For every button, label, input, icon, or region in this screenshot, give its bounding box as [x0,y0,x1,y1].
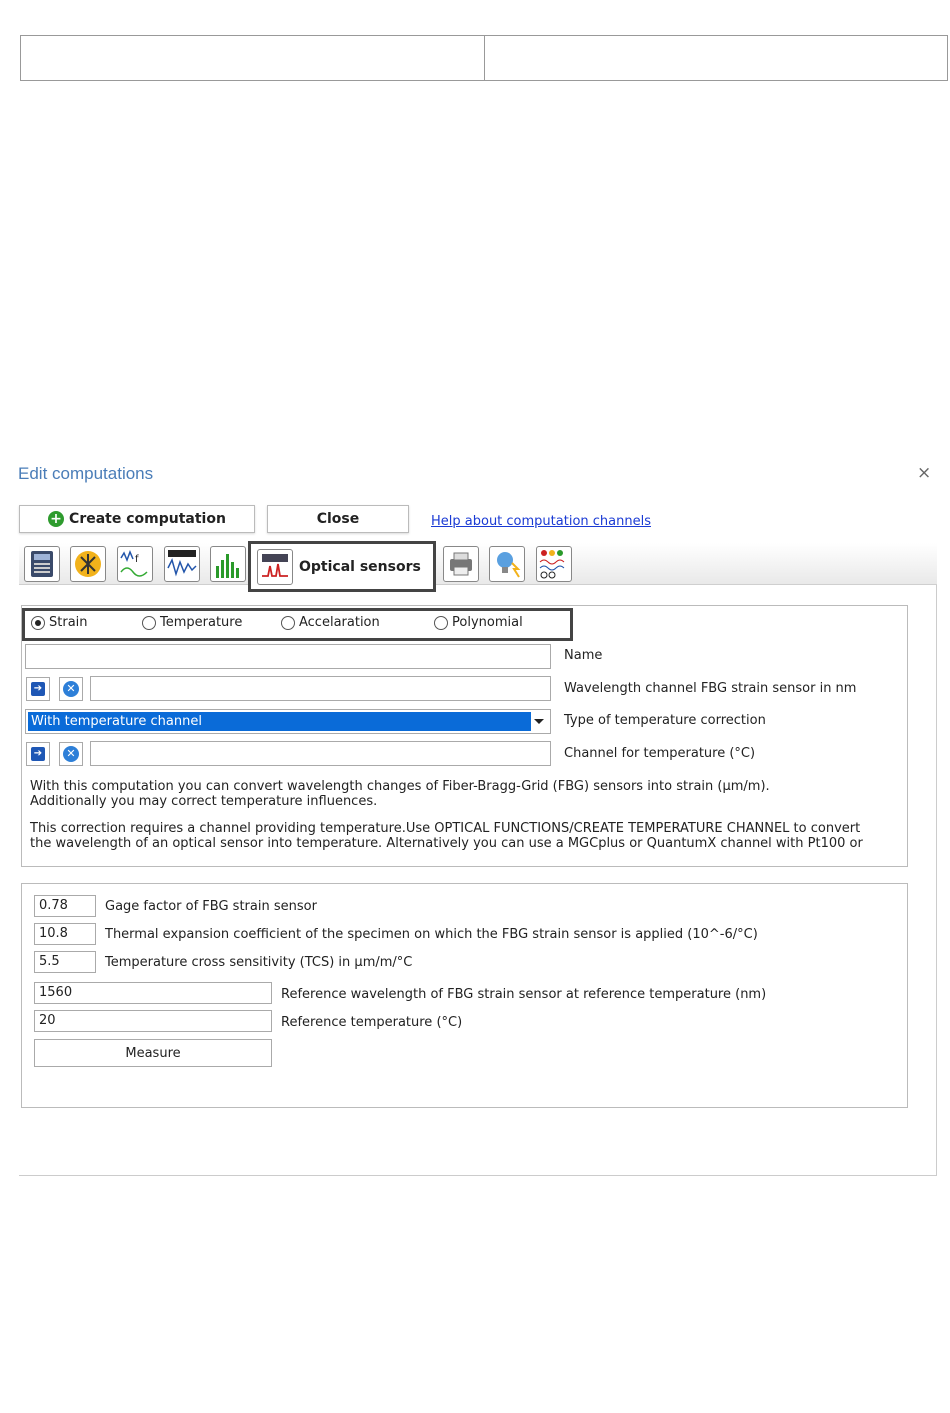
delete-icon: ✕ [63,681,79,697]
tab-optical-sensors-label: Optical sensors [299,558,421,575]
selected-value: With temperature channel [28,712,531,731]
radio-polynomial-indicator [434,616,448,630]
radio-acceleration-indicator [281,616,295,630]
radio-temperature-indicator [142,616,156,630]
plus-icon: + [48,511,64,527]
description-line: With this computation you can convert wavelength changes of Fiber-Bragg-Grid (FBG) sensors into strain (µm/m). [30,779,770,794]
create-computation-label: Create computation [69,511,226,527]
radio-acceleration-label: Accelaration [299,615,380,630]
empty-table [20,35,948,81]
optical-sensors-icon [257,549,293,585]
description-line: the wavelength of an optical sensor into temperature. Alternatively you can use a MGCplus or QuantumX channel with Pt100 or [30,836,863,851]
radio-strain-label: Strain [49,615,88,630]
assign-temp-channel-button[interactable] [26,742,50,766]
table-cell [21,36,484,80]
sensor-icon[interactable] [70,546,106,582]
reference-temperature-label: Reference temperature (°C) [281,1015,463,1030]
table-cell [484,36,948,80]
signal-analysis-icon[interactable] [164,546,200,582]
radio-strain[interactable] [31,615,88,630]
description-line: This correction requires a channel providing temperature.Use OPTICAL FUNCTIONS/CREATE TEMPERATURE CHANNEL to convert [30,821,861,836]
help-link[interactable]: Help about computation channels [431,514,651,529]
delete-icon: ✕ [63,746,79,762]
arrow-right-icon: ➔ [31,682,45,696]
lightbulb-icon[interactable] [489,546,525,582]
temperature-channel-label: Channel for temperature (°C) [564,746,756,761]
measure-button[interactable]: Measure [34,1039,272,1067]
gage-factor-label: Gage factor of FBG strain sensor [105,899,317,914]
radio-strain-indicator [31,616,45,630]
assign-channel-button[interactable] [26,677,50,701]
chevron-down-icon[interactable] [530,712,548,731]
name-label: Name [564,648,603,663]
reference-wavelength-input[interactable]: 1560 [34,982,272,1004]
reference-temperature-input[interactable]: 20 [34,1010,272,1032]
reference-wavelength-label: Reference wavelength of FBG strain sensor at reference temperature (nm) [281,987,767,1002]
close-icon[interactable]: × [917,463,932,483]
wavelength-channel-label: Wavelength channel FBG strain sensor in nm [564,681,857,696]
radio-temperature-label: Temperature [160,615,243,630]
name-input[interactable] [25,644,551,669]
temperature-channel-input[interactable] [90,741,551,766]
radio-polynomial-label: Polynomial [452,615,523,630]
dialog-title: Edit computations [18,464,154,483]
signal-generator-icon[interactable] [536,546,572,582]
temperature-correction-select[interactable] [25,709,551,734]
gage-factor-input[interactable]: 0.78 [34,895,96,917]
thermal-expansion-input[interactable]: 10.8 [34,923,96,945]
waveform-fg-icon[interactable] [117,546,153,582]
tcs-label: Temperature cross sensitivity (TCS) in µm/m/°C [105,955,413,970]
create-computation-button[interactable] [19,505,255,533]
temperature-correction-label: Type of temperature correction [564,713,766,728]
arrow-right-icon: ➔ [31,747,45,761]
svg-text:f: f [135,554,139,565]
clear-channel-button[interactable] [59,677,83,701]
wavelength-channel-input[interactable] [90,676,551,701]
clear-temp-channel-button[interactable] [59,742,83,766]
radio-polynomial[interactable] [434,615,523,630]
close-button[interactable]: Close [267,505,409,533]
thermal-expansion-label: Thermal expansion coefficient of the specimen on which the FBG strain sensor is applied (10^-6/°C) [105,927,758,942]
description-line: Additionally you may correct temperature influences. [30,794,378,809]
radio-acceleration[interactable] [281,615,380,630]
tcs-input[interactable]: 5.5 [34,951,96,973]
radio-temperature[interactable] [142,615,242,630]
spectrum-icon[interactable] [210,546,246,582]
printer-icon[interactable] [443,546,479,582]
calculator-icon[interactable] [24,546,60,582]
